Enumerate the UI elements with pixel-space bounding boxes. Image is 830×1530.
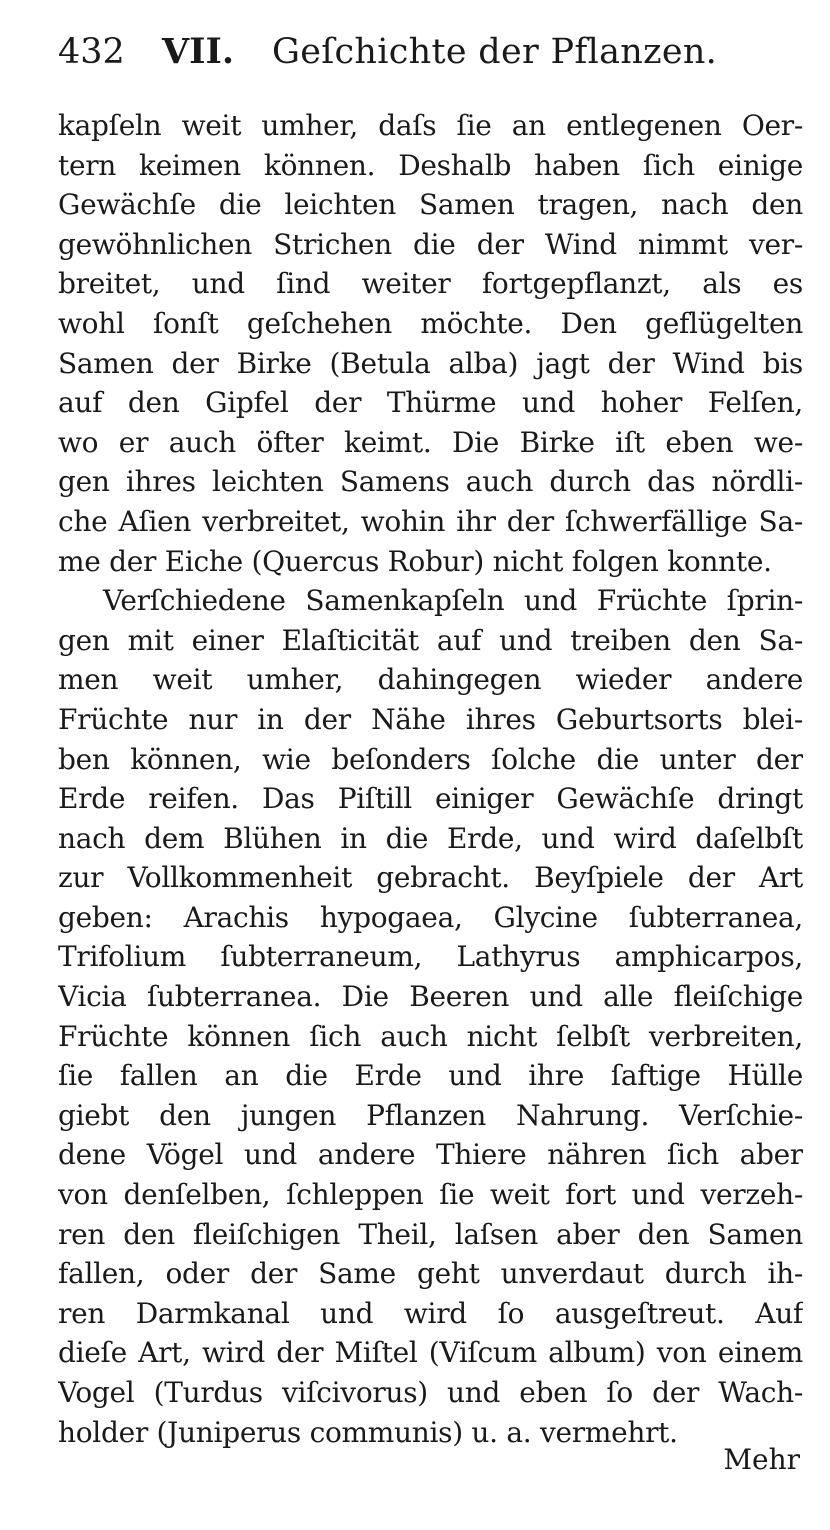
text-line: men weit umher, dahingegen wieder andere <box>58 663 803 697</box>
text-line: kapſeln weit umher, daſs ſie an entlegenen Oer- <box>58 109 803 142</box>
text-line: wo er auch öfter keimt. Die Birke iſt eben we- <box>58 425 803 459</box>
text-line: Früchte nur in der Nähe ihres Geburtsorts blei- <box>58 702 803 736</box>
text-line: gen ihres leichten Samens auch durch das nördli- <box>58 465 803 499</box>
text-line: zur Vollkommenheit gebracht. Beyſpiele der Art <box>58 861 803 895</box>
text-line: wohl ſonſt geſchehen möchte. Den geflügelten <box>58 306 803 340</box>
text-line: Vicia ſubterranea. Die Beeren und alle fleiſchige <box>58 980 803 1014</box>
body-text <box>58 106 803 1452</box>
text-line: Früchte können ſich auch nicht ſelbſt verbreiten, <box>58 1019 803 1053</box>
text-line: gen mit einer Elaſticität auf und treiben den Sa- <box>58 623 803 657</box>
text-line: ſie fallen an die Erde und ihre ſaftige Hülle <box>58 1059 803 1093</box>
text-line: Gewächſe die leichten Samen tragen, nach den <box>58 188 803 222</box>
text-line: tern keimen können. Deshalb haben ſich einige <box>58 148 803 182</box>
text-line: auf den Gipfel der Thürme und hoher Felſen, <box>58 386 803 420</box>
running-header <box>58 22 778 82</box>
text-line: ren Darmkanal und wird ſo ausgeſtreut. Auf <box>58 1296 803 1330</box>
text-line: ben können, wie beſonders ſolche die unter der <box>58 742 803 776</box>
text-line: breitet, und ſind weiter fortgepflanzt, als es <box>58 267 803 301</box>
page-number: 432 <box>58 32 125 72</box>
text-line: geben: Arachis hypogaea, Glycine ſubterranea, <box>58 900 803 934</box>
text-line: me der Eiche (Quercus Robur) nicht folgen konnte. <box>58 544 772 578</box>
text-line: Erde reifen. Das Piſtill einiger Gewächſe dringt <box>58 782 803 816</box>
text-line: dene Vögel und andere Thiere nähren ſich aber <box>58 1138 803 1172</box>
text-line: gewöhnlichen Strichen die der Wind nimmt ver- <box>58 227 803 261</box>
text-line: Trifolium ſubterraneum, Lathyrus amphicarpos, <box>58 940 803 974</box>
text-line: nach dem Blühen in die Erde, und wird daſelbſt <box>58 821 803 855</box>
text-line: Vogel (Turdus viſcivorus) und eben ſo der Wach- <box>58 1376 803 1409</box>
text-line: ren den fleiſchigen Theil, laſsen aber den Samen <box>58 1217 803 1251</box>
text-line: giebt den jungen Pflanzen Nahrung. Verſchie- <box>58 1098 803 1132</box>
text-line: fallen, oder der Same geht unverdaut durch ih- <box>58 1257 803 1291</box>
running-title: Geſchichte der Pflanzen. <box>272 32 718 72</box>
chapter-number: VII. <box>162 31 235 72</box>
paragraph-first-line: Verſchiedene Samenkapſeln und Früchte ſprin- <box>103 584 803 618</box>
text-line: dieſe Art, wird der Miſtel (Viſcum album) von einem <box>58 1336 803 1370</box>
text-line: von denſelben, ſchleppen ſie weit fort und verzeh- <box>58 1178 803 1212</box>
text-line: che Aſien verbreitet, wohin ihr der ſchwerfällige Sa- <box>58 504 803 538</box>
text-line: holder (Juniperus communis) u. a. vermehrt. <box>58 1415 678 1449</box>
catchword: Mehr <box>723 1443 800 1476</box>
text-line: Samen der Birke (Betula alba) jagt der Wind bis <box>58 346 803 380</box>
